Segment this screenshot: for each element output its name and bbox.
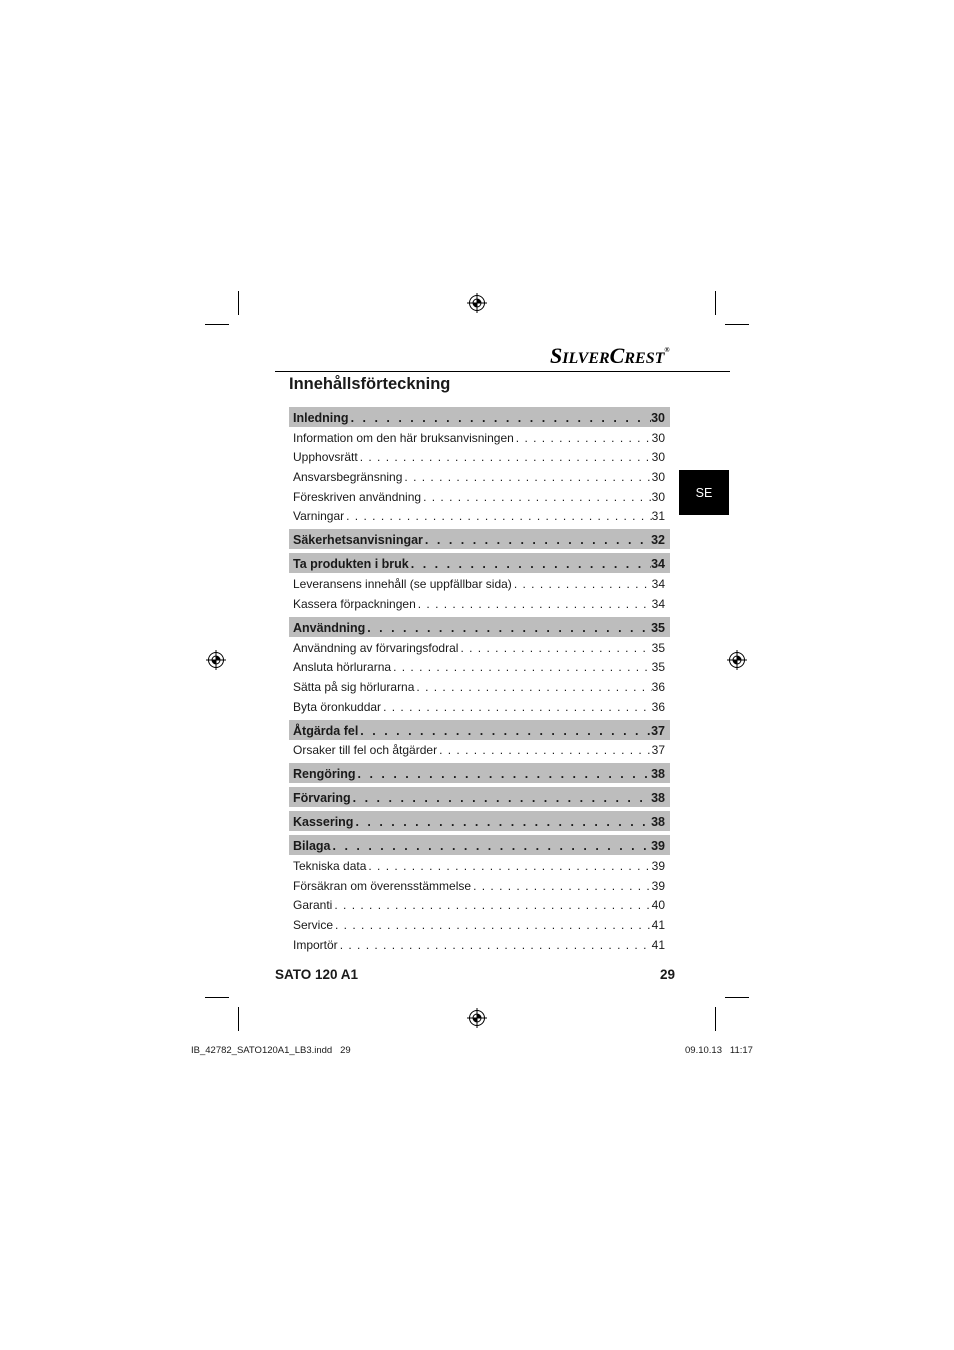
toc-label: Tekniska data xyxy=(293,858,367,873)
toc-leader xyxy=(512,577,652,591)
toc-page: 32 xyxy=(651,533,665,548)
toc-label: Bilaga xyxy=(293,839,331,854)
toc-page: 35 xyxy=(651,620,665,635)
toc-entry xyxy=(289,855,670,875)
toc-entry xyxy=(289,934,670,954)
crop-mark xyxy=(725,324,749,325)
table-of-contents xyxy=(289,407,670,954)
toc-label: Åtgärda fel xyxy=(293,723,359,738)
toc-entry xyxy=(289,593,670,613)
crop-mark xyxy=(205,997,229,998)
toc-page: 37 xyxy=(651,723,665,738)
toc-section xyxy=(289,763,670,783)
toc-section xyxy=(289,811,670,831)
toc-entry xyxy=(289,914,670,934)
toc-leader xyxy=(416,597,652,611)
toc-leader xyxy=(333,918,652,932)
toc-leader xyxy=(409,557,651,571)
toc-page: 30 xyxy=(651,489,665,504)
toc-page: 39 xyxy=(651,878,665,893)
toc-entry xyxy=(289,895,670,915)
toc-page: 39 xyxy=(651,858,665,873)
toc-entry xyxy=(289,506,670,526)
crop-mark xyxy=(725,997,749,998)
toc-page: 30 xyxy=(651,470,665,485)
toc-leader xyxy=(351,791,651,805)
toc-label: Leveransens innehåll (se uppfällbar sida) xyxy=(293,577,512,592)
toc-leader xyxy=(332,898,651,912)
toc-leader xyxy=(437,743,652,757)
language-tab xyxy=(679,470,729,515)
toc-page: 34 xyxy=(651,577,665,592)
toc-section xyxy=(289,720,670,740)
toc-page: 35 xyxy=(651,660,665,675)
crop-mark xyxy=(715,1007,716,1031)
model-name: SATO 120 A1 xyxy=(275,967,359,982)
toc-leader xyxy=(358,724,651,738)
toc-label: Ansvarsbegränsning xyxy=(293,470,403,485)
toc-section xyxy=(289,529,670,549)
toc-page: 31 xyxy=(651,509,665,524)
toc-page: 38 xyxy=(651,767,665,782)
header-rule xyxy=(275,371,730,372)
toc-entry xyxy=(289,427,670,447)
toc-label: Användning av förvaringsfodral xyxy=(293,640,459,655)
toc-section xyxy=(289,617,670,637)
toc-page: 30 xyxy=(651,411,665,425)
crop-mark xyxy=(205,324,229,325)
toc-page: 41 xyxy=(651,937,665,952)
toc-entry xyxy=(289,657,670,677)
toc-label: Varningar xyxy=(293,509,345,524)
toc-page: 34 xyxy=(651,557,665,572)
toc-entry xyxy=(289,573,670,593)
toc-entry xyxy=(289,696,670,716)
toc-leader xyxy=(514,431,652,445)
registration-mark-icon xyxy=(206,650,226,670)
silvercrest-logo xyxy=(550,342,680,368)
toc-leader xyxy=(338,938,652,952)
toc-section xyxy=(289,407,670,427)
crop-mark xyxy=(715,291,716,315)
toc-page: 38 xyxy=(651,791,665,806)
toc-label: Förvaring xyxy=(293,791,351,806)
toc-leader xyxy=(414,680,651,694)
toc-leader xyxy=(353,815,651,829)
registration-mark-icon xyxy=(467,1008,487,1028)
toc-leader xyxy=(356,767,652,781)
toc-label: Rengöring xyxy=(293,767,356,782)
toc-label: Service xyxy=(293,918,334,932)
registration-mark-icon xyxy=(467,293,487,313)
toc-label: Upphovsrätt xyxy=(293,450,358,465)
toc-page: 35 xyxy=(651,640,665,655)
toc-leader xyxy=(349,411,652,425)
toc-page: 38 xyxy=(651,815,665,830)
toc-leader xyxy=(391,660,652,674)
toc-leader xyxy=(344,509,652,523)
svg-text:SILVERCREST®: SILVERCREST® xyxy=(550,343,670,368)
toc-label: Inledning xyxy=(293,411,349,425)
toc-label: Kassera förpackningen xyxy=(293,596,416,611)
toc-section xyxy=(289,553,670,573)
crop-mark xyxy=(238,291,239,315)
toc-leader xyxy=(423,533,651,547)
toc-label: Säkerhetsanvisningar xyxy=(293,533,423,548)
toc-leader xyxy=(331,839,652,853)
toc-leader xyxy=(366,859,651,873)
page-title: Innehållsförteckning xyxy=(289,375,451,393)
toc-label: Orsaker till fel och åtgärder xyxy=(293,743,438,758)
toc-label: Användning xyxy=(293,620,366,635)
toc-page: 30 xyxy=(651,450,665,465)
toc-leader xyxy=(458,641,651,655)
toc-label: Kassering xyxy=(293,815,354,830)
toc-page: 36 xyxy=(651,699,665,714)
toc-entry xyxy=(289,875,670,895)
language-tab-label: SE xyxy=(695,485,713,500)
toc-entry xyxy=(289,486,670,506)
toc-page: 39 xyxy=(651,839,665,854)
toc-page: 40 xyxy=(651,898,665,913)
print-slug-datetime: 09.10.13 11:17 xyxy=(685,1045,753,1056)
toc-section xyxy=(289,787,670,807)
toc-leader xyxy=(402,470,651,484)
toc-section xyxy=(289,835,670,855)
toc-page: 36 xyxy=(651,679,665,694)
toc-label: Ta produkten i bruk xyxy=(293,557,409,572)
toc-page: 41 xyxy=(651,918,665,932)
toc-page: 34 xyxy=(651,596,665,611)
toc-entry xyxy=(289,676,670,696)
toc-label: Garanti xyxy=(293,898,333,913)
toc-entry xyxy=(289,466,670,486)
toc-page: 37 xyxy=(651,743,665,758)
page-number: 29 xyxy=(660,967,676,982)
toc-label: Försäkran om överensstämmelse xyxy=(293,878,472,893)
toc-label: Ansluta hörlurarna xyxy=(293,660,392,675)
toc-leader xyxy=(381,700,652,714)
toc-label: Föreskriven användning xyxy=(293,489,422,504)
toc-label: Byta öronkuddar xyxy=(293,699,382,714)
toc-label: Sätta på sig hörlurarna xyxy=(293,679,415,694)
crop-mark xyxy=(238,1007,239,1031)
toc-leader xyxy=(421,490,652,504)
print-slug-file: IB_42782_SATO120A1_LB3.indd 29 xyxy=(191,1045,351,1056)
toc-leader xyxy=(365,621,651,635)
registration-mark-icon xyxy=(727,650,747,670)
toc-leader xyxy=(358,450,652,464)
toc-label: Information om den här bruksanvisningen xyxy=(293,430,514,445)
toc-entry xyxy=(289,740,670,760)
toc-entry xyxy=(289,637,670,657)
toc-entry xyxy=(289,447,670,467)
toc-label: Importör xyxy=(293,937,338,952)
toc-page: 30 xyxy=(651,430,665,445)
toc-leader xyxy=(471,879,652,893)
